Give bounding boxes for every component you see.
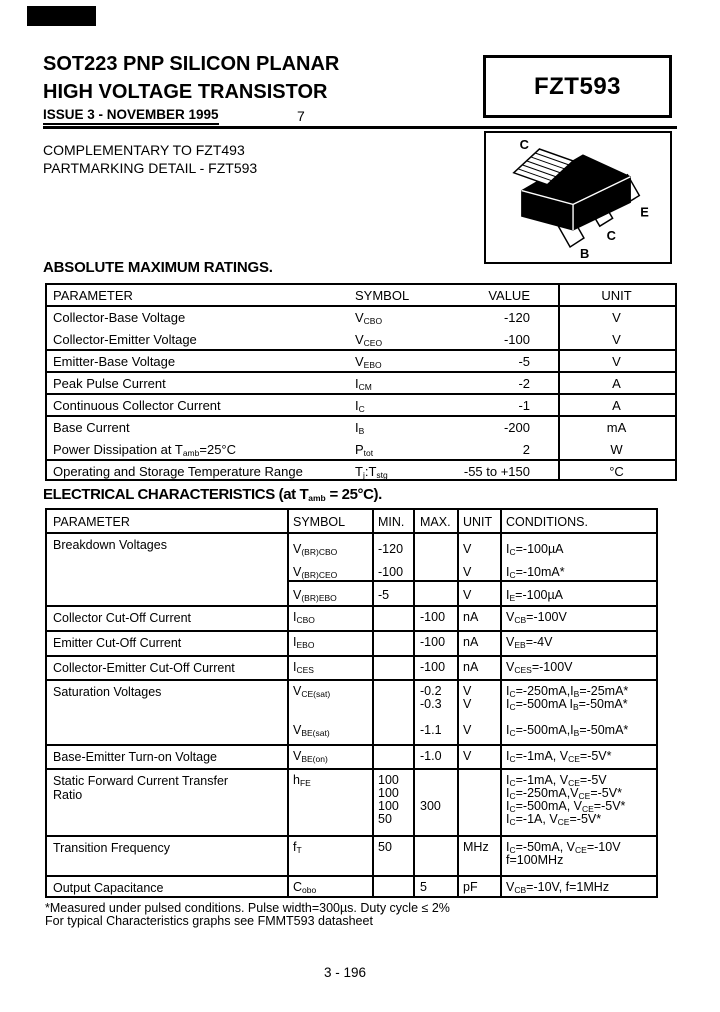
- cell-max: 300: [420, 799, 441, 813]
- table-row: [47, 770, 656, 837]
- page-title-line2: HIGH VOLTAGE TRANSISTOR: [43, 81, 328, 103]
- sub-row-divider: [287, 580, 656, 582]
- cell-conditions: $I_C=-250mA,I_B=-25mA*$ $I_C=-500mA$ $I_B=-50mA*$ $I_C=-500mA,I_B=-50mA*$: [506, 684, 629, 738]
- cell-parameter: Continuous Collector Current: [53, 398, 221, 413]
- cell-unit: pF: [463, 880, 478, 894]
- cell-symbol: $f_T$: [293, 840, 302, 855]
- table-row: [47, 395, 675, 417]
- cell-unit: V: [612, 332, 621, 347]
- column-header-symbol: SYMBOL: [355, 288, 410, 303]
- table-row: [47, 307, 675, 329]
- cell-value: -2: [518, 376, 530, 391]
- table-row: [47, 607, 656, 632]
- issue-line: ISSUE 3 - NOVEMBER 1995: [43, 107, 219, 125]
- cell-unit: V: [612, 310, 621, 325]
- cell-value: -5: [518, 354, 530, 369]
- sot223-package-drawing: [486, 133, 670, 262]
- cell-symbol: $V_{CEO}$: [355, 332, 383, 348]
- cell-unit: V V V: [463, 542, 472, 602]
- part-number-box: [483, 55, 672, 118]
- cell-value: -1: [518, 398, 530, 413]
- column-header-min: MIN.: [378, 515, 405, 529]
- cell-unit: nA: [463, 660, 479, 674]
- table-row: [47, 439, 675, 461]
- cell-unit: MHz: [463, 840, 489, 854]
- cell-unit: nA: [463, 635, 479, 649]
- cell-parameter: Base Current: [53, 420, 130, 435]
- column-header-parameter: PARAMETER: [53, 515, 130, 529]
- cell-symbol: $I_B$: [355, 420, 365, 436]
- cell-conditions: $I_C=-1mA$, $V_{CE}=-5V*$: [506, 749, 612, 764]
- cell-parameter: Emitter-Base Voltage: [53, 354, 176, 369]
- table-row: [47, 837, 656, 877]
- cell-parameter: Power Dissipation at $T_{amb}=25^\circ C$: [53, 442, 237, 458]
- page-mark: 7: [297, 108, 305, 124]
- cell-symbol: $V_{CBO}$: [355, 310, 383, 326]
- cell-symbol: $P_{tot}$: [355, 442, 374, 458]
- cell-parameter: Collector Cut-Off Current: [53, 611, 192, 625]
- cell-unit: V: [612, 354, 621, 369]
- cell-conditions: $I_C=-100\mu A$ $I_C=-10mA*$ $I_E=-100\mu A$: [506, 542, 565, 603]
- cell-parameter: Collector-Emitter Voltage: [53, 332, 197, 347]
- cell-symbol: $V_{(BR)CBO}$ $V_{(BR)CEO}$ $V_{(BR)EBO}$: [293, 542, 338, 603]
- cell-parameter: Collector-Base Voltage: [53, 310, 186, 325]
- cell-parameter: Base-Emitter Turn-on Voltage: [53, 750, 217, 764]
- cell-unit: mA: [606, 420, 627, 435]
- cell-conditions: $I_C=-1mA$, $V_{CE}=-5V$ $I_C=-250mA,V_{CE}=-5V*$ $I_C=-500mA$, $V_{CE}=-5V*$ $I_C=-1A$, $V_{CE}=-5V*$: [506, 773, 626, 827]
- cell-unit: W: [610, 442, 623, 457]
- cell-unit: A: [612, 376, 621, 391]
- column-header-parameter: PARAMETER: [53, 288, 133, 303]
- cell-symbol: $T_j:T_{stg}$: [355, 464, 388, 480]
- cell-symbol: $C_{obo}$: [293, 880, 317, 895]
- cell-unit: V V V: [463, 684, 472, 737]
- tab-label: C: [519, 137, 529, 153]
- emitter-label: E: [640, 204, 649, 220]
- cell-conditions: $V_{CB}=-100V$: [506, 610, 567, 625]
- abs-max-heading: ABSOLUTE MAXIMUM RATINGS.: [43, 259, 273, 276]
- cell-parameter: Breakdown Voltages: [53, 538, 167, 552]
- table-row: [47, 746, 656, 770]
- cell-value: -55 to +150: [463, 464, 530, 479]
- cell-value: -200: [503, 420, 530, 435]
- cell-value: 2: [522, 442, 530, 457]
- part-number: FZT593: [533, 72, 622, 100]
- table-row: [47, 329, 675, 351]
- cell-unit: V: [463, 749, 472, 763]
- cell-min: 50: [378, 840, 392, 854]
- cell-value: -120: [503, 310, 530, 325]
- cell-symbol: $V_{CE(sat)}$ $V_{BE(sat)}$: [293, 684, 331, 738]
- table-row: [47, 285, 675, 307]
- cell-max: -0.2 -0.3 -1.1: [420, 684, 442, 737]
- scan-artifact-mark: [27, 6, 96, 26]
- table-row: [47, 681, 656, 746]
- collector-label: C: [606, 228, 616, 244]
- cell-unit: A: [612, 398, 621, 413]
- table-row: [47, 373, 675, 395]
- column-header-conditions: CONDITIONS.: [506, 515, 588, 529]
- cell-symbol: $I_{CBO}$: [293, 610, 315, 625]
- cell-parameter: Saturation Voltages: [53, 685, 162, 699]
- cell-max: -100: [420, 660, 446, 674]
- elec-table: [45, 508, 658, 898]
- cell-parameter: Emitter Cut-Off Current: [53, 636, 182, 650]
- cell-value: -100: [503, 332, 530, 347]
- column-header-unit: UNIT: [463, 515, 493, 529]
- header-rule: [43, 126, 677, 129]
- package-diagram: [484, 131, 672, 264]
- cell-symbol: $I_{CES}$: [293, 660, 314, 675]
- table-row: [47, 461, 675, 483]
- cell-symbol: $I_{EBO}$: [293, 635, 315, 650]
- cell-max: -1.0: [420, 749, 442, 763]
- page-number: 3 - 196: [323, 965, 367, 980]
- cell-max: -100: [420, 635, 446, 649]
- cell-parameter: Peak Pulse Current: [53, 376, 166, 391]
- footnote-graphs: For typical Characteristics graphs see FMMT593 datasheet: [45, 914, 373, 928]
- partmarking-note: PARTMARKING DETAIL - FZT593: [43, 160, 258, 176]
- column-header-value: VALUE: [488, 288, 530, 303]
- cell-conditions: $V_{EB}=-4V$: [506, 635, 553, 650]
- table-row: [47, 877, 656, 900]
- cell-conditions: $I_C=-50mA$, $V_{CE}=-10V$ f=100MHz: [506, 840, 621, 867]
- cell-unit: nA: [463, 610, 479, 624]
- complementary-note: COMPLEMENTARY TO FZT493: [43, 142, 245, 158]
- cell-parameter: Operating and Storage Temperature Range: [53, 464, 303, 479]
- cell-max: 5: [420, 880, 427, 894]
- cell-symbol: $I_{CM}$: [355, 376, 372, 392]
- cell-parameter: Static Forward Current Transfer Ratio: [53, 774, 229, 802]
- table-row: [47, 417, 675, 439]
- table-header-row: [47, 510, 656, 534]
- cell-symbol: $V_{EBO}$: [355, 354, 382, 370]
- cell-min: 100 100 100 50: [378, 773, 399, 826]
- column-header-unit: UNIT: [601, 288, 632, 303]
- cell-min: -120 -100 -5: [378, 542, 404, 602]
- cell-parameter: Transition Frequency: [53, 841, 170, 855]
- column-header-symbol: SYMBOL: [293, 515, 346, 529]
- cell-conditions: $V_{CES}=-100V$: [506, 660, 573, 675]
- elec-heading: ELECTRICAL CHARACTERISTICS (at $T_{amb} = 25^\circ C$).: [43, 486, 382, 503]
- cell-parameter: Collector-Emitter Cut-Off Current: [53, 661, 235, 675]
- base-label: B: [579, 245, 590, 261]
- column-header-max: MAX.: [420, 515, 451, 529]
- cell-symbol: $h_{FE}$: [293, 773, 311, 788]
- table-row: [47, 534, 656, 607]
- table-row: [47, 632, 656, 657]
- cell-unit: °C: [609, 464, 624, 479]
- table-row: [47, 657, 656, 681]
- cell-max: -100: [420, 610, 446, 624]
- table-row: [47, 351, 675, 373]
- footnote-pulsed-conditions: *Measured under pulsed conditions. Pulse width=300µs. Duty cycle ≤ 2%: [45, 901, 450, 915]
- cell-symbol: $V_{BE(on)}$: [293, 749, 328, 764]
- cell-parameter: Output Capacitance: [53, 881, 164, 895]
- abs-max-table: [45, 283, 677, 481]
- cell-conditions: $V_{CB}=-10V$, f=1MHz: [506, 880, 610, 895]
- cell-symbol: $I_C$: [355, 398, 365, 414]
- page-title-line1: SOT223 PNP SILICON PLANAR: [43, 53, 340, 75]
